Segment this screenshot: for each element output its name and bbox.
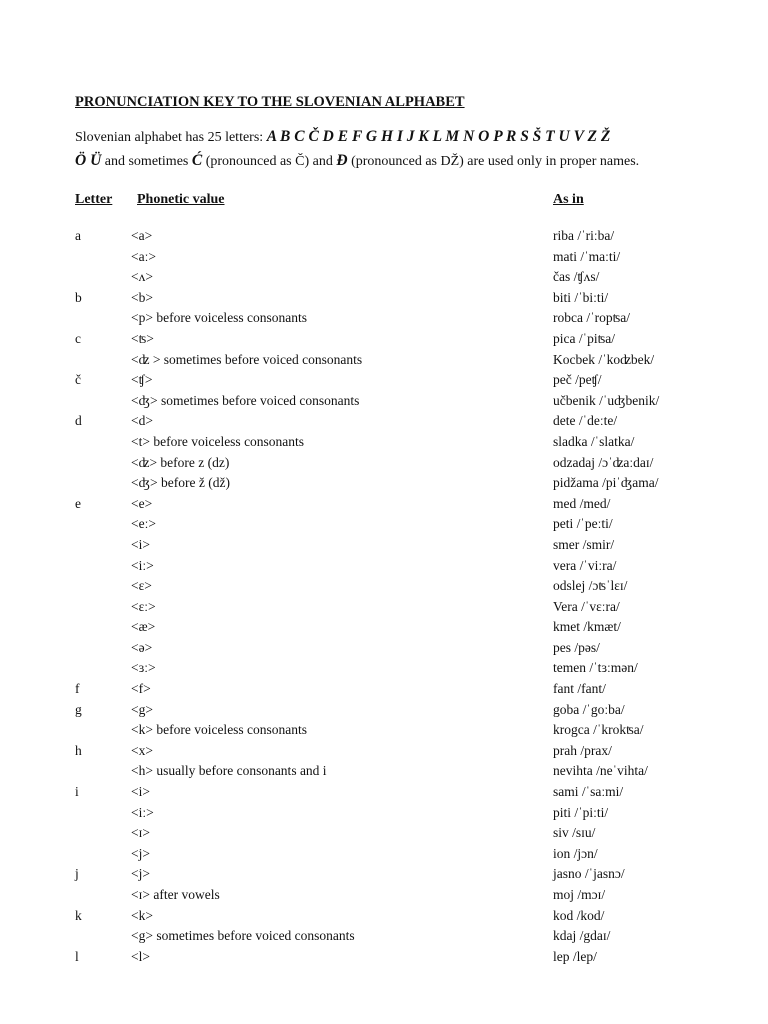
row-example: prah /prax/ — [553, 742, 612, 758]
table-row — [0, 681, 768, 702]
row-example: dete /ˈdeːte/ — [553, 413, 618, 429]
table-row — [0, 908, 768, 929]
row-phonetic-value: <ʣ > sometimes before voiced consonants — [131, 351, 363, 367]
intro-line-2 — [75, 152, 639, 170]
row-phonetic-value: <k> before voiceless consonants — [131, 722, 308, 738]
table-row — [0, 496, 768, 517]
row-phonetic-value: <ɪ> after vowels — [131, 887, 220, 902]
row-example: čas /ʧʌs/ — [553, 269, 600, 285]
row-letter: f — [75, 681, 80, 697]
row-letter: k — [75, 907, 82, 923]
row-phonetic-value: <ʤ> sometimes before voiced consonants — [131, 392, 360, 408]
row-example: jasno /ˈjasnɔ/ — [553, 866, 625, 882]
table-row — [0, 516, 768, 537]
intro-text-3: (pronounced as Č) and — [202, 154, 337, 169]
table-row — [0, 825, 768, 846]
row-phonetic-value: <j> — [131, 866, 150, 882]
row-phonetic-value: <æ> — [131, 619, 156, 635]
row-phonetic-value: <d> — [131, 413, 153, 429]
row-example: robca /ˈropʦa/ — [553, 310, 630, 326]
row-example: peti /ˈpeːti/ — [553, 516, 613, 532]
alphabet-letters: A B C Č D E F G H I J K L M N O P R S Š T U V Z Ž — [266, 128, 611, 145]
row-phonetic-value: <ʦ> — [131, 330, 154, 346]
row-phonetic-value: <t> before voiceless consonants — [131, 433, 305, 449]
table-row — [0, 722, 768, 743]
row-example: kmet /kmæt/ — [553, 619, 621, 635]
table-row — [0, 805, 768, 826]
row-phonetic-value: <j> — [131, 845, 150, 861]
row-example: mati /ˈmaːti/ — [553, 248, 621, 264]
table-row — [0, 866, 768, 887]
row-example: nevihta /neˈvihta/ — [553, 763, 648, 779]
table-row — [0, 228, 768, 249]
intro-text-4: (pronounced as DŽ) are used only in proper names. — [347, 154, 640, 169]
row-phonetic-value: <eː> — [131, 516, 156, 532]
row-example: odzadaj /ɔˈʣaːdaɪ/ — [553, 454, 654, 470]
row-phonetic-value: <g> sometimes before voiced consonants — [131, 928, 355, 944]
row-example: biti /ˈbiːti/ — [553, 289, 609, 305]
row-letter: g — [75, 701, 82, 717]
table-row — [0, 393, 768, 414]
row-phonetic-value: <b> — [131, 289, 153, 305]
table-row — [0, 269, 768, 290]
table-row — [0, 660, 768, 681]
table-row — [0, 784, 768, 805]
table-row — [0, 537, 768, 558]
row-phonetic-value: <a> — [131, 228, 153, 243]
row-phonetic-value: <i> — [131, 784, 150, 800]
row-example: sami /ˈsaːmi/ — [553, 784, 624, 800]
row-phonetic-value: <ʣ> before z (dz) — [131, 454, 230, 470]
table-row — [0, 887, 768, 908]
row-phonetic-value: <p> before voiceless consonants — [131, 310, 308, 326]
table-row — [0, 743, 768, 764]
row-example: pes /pəs/ — [553, 639, 600, 655]
table-row — [0, 455, 768, 476]
table-row — [0, 558, 768, 579]
row-phonetic-value: <iː> — [131, 557, 154, 573]
intro-text-2: and sometimes — [101, 154, 192, 169]
table-header — [0, 192, 768, 212]
row-phonetic-value: <l> — [131, 948, 150, 964]
row-phonetic-value: <aː> — [131, 248, 156, 264]
table-row — [0, 640, 768, 661]
row-example: smer /smir/ — [553, 536, 615, 552]
row-example: kod /kod/ — [553, 907, 605, 923]
row-letter: h — [75, 742, 82, 758]
header-as-in: As in — [553, 192, 584, 207]
table-row — [0, 475, 768, 496]
table-row — [0, 434, 768, 455]
table-row — [0, 702, 768, 723]
row-letter: c — [75, 330, 81, 346]
pronunciation-table — [0, 228, 768, 969]
row-example: pica /ˈpiʦa/ — [553, 330, 615, 346]
table-row — [0, 352, 768, 373]
row-phonetic-value: <x> — [131, 742, 153, 758]
row-example: peč /peʧ/ — [553, 372, 602, 388]
row-phonetic-value: <ə> — [131, 639, 153, 655]
table-row — [0, 763, 768, 784]
table-row — [0, 578, 768, 599]
row-example: vera /ˈviːra/ — [553, 557, 617, 573]
row-phonetic-value: <ɛː> — [131, 598, 156, 614]
row-letter: i — [75, 784, 79, 800]
table-row — [0, 928, 768, 949]
row-example: Vera /ˈvɛːra/ — [553, 598, 620, 614]
row-letter: a — [75, 228, 81, 243]
row-example: lep /lep/ — [553, 948, 597, 964]
header-letter: Letter — [75, 192, 113, 207]
table-row — [0, 372, 768, 393]
row-letter: e — [75, 495, 81, 511]
row-phonetic-value: <k> — [131, 907, 153, 923]
row-example: ion /jɔn/ — [553, 845, 598, 861]
row-example: riba /ˈriːba/ — [553, 228, 615, 243]
table-row — [0, 846, 768, 867]
d-stroke-letter: Đ — [336, 152, 348, 169]
row-letter: d — [75, 413, 82, 429]
row-phonetic-value: <ʧ> — [131, 372, 153, 388]
row-example: temen /ˈtɜːmən/ — [553, 660, 638, 676]
row-phonetic-value: <h> usually before consonants and i — [131, 763, 327, 779]
table-row — [0, 290, 768, 311]
row-letter: č — [75, 372, 81, 388]
row-example: med /med/ — [553, 495, 611, 511]
row-example: kdaj /gdaɪ/ — [553, 928, 611, 944]
row-example: učbenik /ˈuʤbenik/ — [553, 392, 660, 408]
row-example: pidžama /piˈʤama/ — [553, 475, 659, 491]
row-example: moj /mɔɪ/ — [553, 887, 606, 902]
row-phonetic-value: <i> — [131, 536, 150, 552]
table-row — [0, 619, 768, 640]
table-row — [0, 331, 768, 352]
table-row — [0, 310, 768, 331]
row-phonetic-value: <ɛ> — [131, 578, 152, 594]
page-title: PRONUNCIATION KEY TO THE SLOVENIAN ALPHABET — [75, 94, 465, 110]
row-example: sladka /ˈslatka/ — [553, 433, 635, 449]
row-example: krogca /ˈkrokʦa/ — [553, 722, 644, 738]
row-phonetic-value: <g> — [131, 701, 153, 717]
row-letter: l — [75, 948, 79, 964]
row-phonetic-value: <f> — [131, 681, 151, 697]
row-phonetic-value: <ʤ> before ž (dž) — [131, 475, 230, 491]
row-example: siv /sɪu/ — [553, 825, 596, 841]
row-example: piti /ˈpiːti/ — [553, 804, 609, 820]
row-phonetic-value: <ʌ> — [131, 269, 153, 285]
row-phonetic-value: <iː> — [131, 804, 154, 820]
table-row — [0, 413, 768, 434]
table-row — [0, 599, 768, 620]
row-phonetic-value: <e> — [131, 495, 153, 511]
row-letter: b — [75, 289, 82, 305]
table-row — [0, 949, 768, 970]
umlaut-letters: Ö Ü — [75, 152, 102, 169]
intro-text: Slovenian alphabet has 25 letters: — [75, 130, 267, 145]
row-example: odslej /ɔʦˈlɛɪ/ — [553, 578, 628, 594]
row-example: goba /ˈgoːba/ — [553, 701, 625, 717]
row-letter: j — [75, 866, 79, 882]
row-example: fant /fant/ — [553, 681, 606, 697]
c-acute-letter: Ć — [191, 152, 203, 169]
header-phonetic-value: Phonetic value — [137, 192, 225, 207]
row-phonetic-value: <ɪ> — [131, 825, 150, 841]
intro-line-1 — [75, 128, 610, 146]
row-example: Kocbek /ˈkoʣbek/ — [553, 351, 655, 367]
row-phonetic-value: <ɜː> — [131, 660, 156, 676]
table-row — [0, 249, 768, 270]
